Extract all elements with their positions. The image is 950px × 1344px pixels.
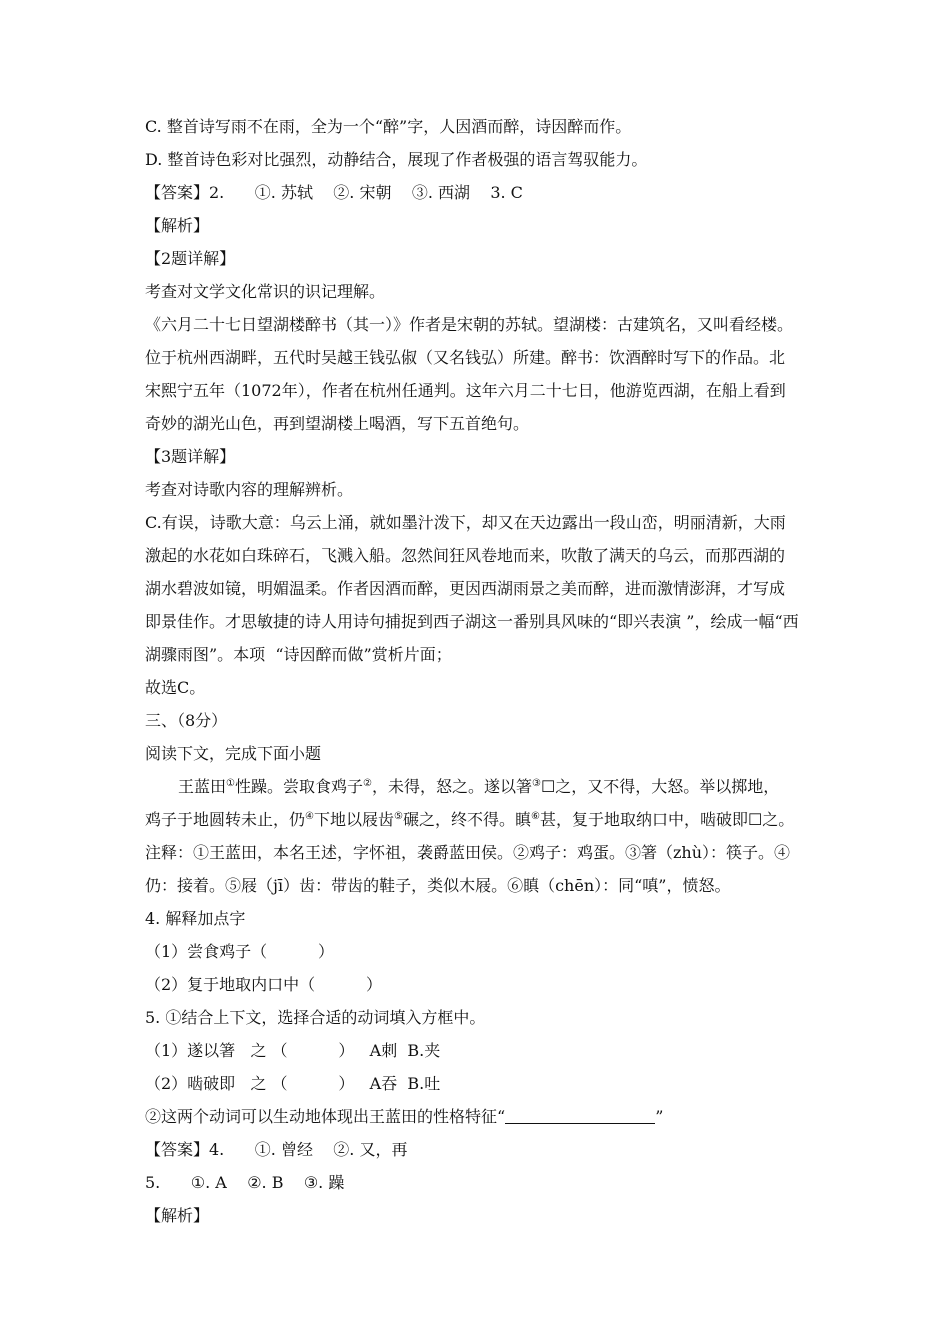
paragraph-line: 奇妙的湖光山色，再到望湖楼上喝酒，写下五首绝句。 xyxy=(145,414,530,433)
answer-blank xyxy=(505,1109,655,1124)
analysis-heading: 【解析】 xyxy=(145,1206,210,1225)
answer-line: 【答案】4. ①. 曾经 ②. 又，再 xyxy=(145,1140,408,1159)
paragraph-line: 湖水碧波如镜，明媚温柔。作者因酒而醉，更因西湖雨景之美而醉，进而激情澎湃，才写成 xyxy=(145,579,786,598)
paragraph-line: 湖骤雨图”。本项 “诗因醉而做”赏析片面； xyxy=(145,645,452,664)
question-4-2: （2）复于地取内口中（ ） xyxy=(145,975,383,994)
question-5-2: （2）啮破即 之 （ ） A吞 B.吐 xyxy=(145,1074,441,1093)
question-5: 5. ①结合上下文，选择合适的动词填入方框中。 xyxy=(145,1008,486,1027)
instruction-line: 阅读下文，完成下面小题 xyxy=(145,744,322,763)
notes-line: 仍：接着。⑤屐（jī）齿：带齿的鞋子，类似木屐。⑥瞋（chēn）：同“嗔”，愤怒。 xyxy=(145,876,731,895)
paragraph-line: 即景佳作。才思敏捷的诗人用诗句捕捉到西子湖这一番别具风味的“即兴表演 ”，绘成一幅“西 xyxy=(145,612,799,631)
paragraph-line: 考查对诗歌内容的理解辨析。 xyxy=(145,480,354,499)
option-c: C. 整首诗写雨不在雨，全为一个“醉”字，人因酒而醉，诗因醉而作。 xyxy=(145,117,632,136)
analysis-heading: 【解析】 xyxy=(145,216,210,235)
q2-detail-heading: 【2题详解】 xyxy=(145,249,236,268)
paragraph-line: 宋熙宁五年（1072年），作者在杭州任通判。这年六月二十七日，他游览西湖，在船上看到 xyxy=(145,381,786,400)
question-4-1: （1）尝食鸡子（ ） xyxy=(145,942,335,961)
question-4: 4. 解释加点字 xyxy=(145,909,246,928)
paragraph-line: 位于杭州西湖畔，五代时吴越王钱弘俶（又名钱弘）所建。醉书：饮酒醉时写下的作品。北 xyxy=(145,348,786,367)
answer-line: 【答案】2. ①. 苏轼 ②. 宋朝 ③. 西湖 3. C xyxy=(145,183,523,202)
paragraph-line: 考查对文学文化常识的识记理解。 xyxy=(145,282,386,301)
q3-detail-heading: 【3题详解】 xyxy=(145,447,236,466)
paragraph-line: 激起的水花如白珠碎石，飞溅入船。忽然间狂风卷地而来，吹散了满天的乌云，而那西湖的 xyxy=(145,546,786,565)
section-heading: 三、（8分） xyxy=(145,711,228,730)
paragraph-line: C.有误，诗歌大意：乌云上涌，就如墨汁泼下，却又在天边露出一段山峦，明丽清新，大雨 xyxy=(145,513,786,532)
option-d: D. 整首诗色彩对比强烈，动静结合，展现了作者极强的语言驾驭能力。 xyxy=(145,150,648,169)
passage-line-1: 王蓝田①性躁。尝取食鸡子②，未得，怒之。遂以箸③☐之，又不得，大怒。举以掷地， xyxy=(178,777,780,796)
passage-line-2: 鸡子于地圆转未止，仍④下地以屐齿⑤碾之，终不得。瞋⑥甚，复于地取纳口中，啮破即☐之。 xyxy=(145,810,795,829)
notes-line: 注释：①王蓝田，本名王述，字怀祖，袭爵蓝田侯。②鸡子：鸡蛋。③箸（zhù）：筷子。④ xyxy=(145,843,791,862)
paragraph-line: 《六月二十七日望湖楼醉书（其一）》作者是宋朝的苏轼。望湖楼：古建筑名，又叫看经楼。 xyxy=(145,315,794,334)
paragraph-line: 故选C。 xyxy=(145,678,206,697)
answer-line: 5. ①. A ②. B ③. 躁 xyxy=(145,1173,345,1192)
question-5-1: （1）遂以箸 之 （ ） A刺 B.夹 xyxy=(145,1041,441,1060)
question-5-trait: ②这两个动词可以生动地体现出王蓝田的性格特征“ ” xyxy=(145,1107,664,1126)
